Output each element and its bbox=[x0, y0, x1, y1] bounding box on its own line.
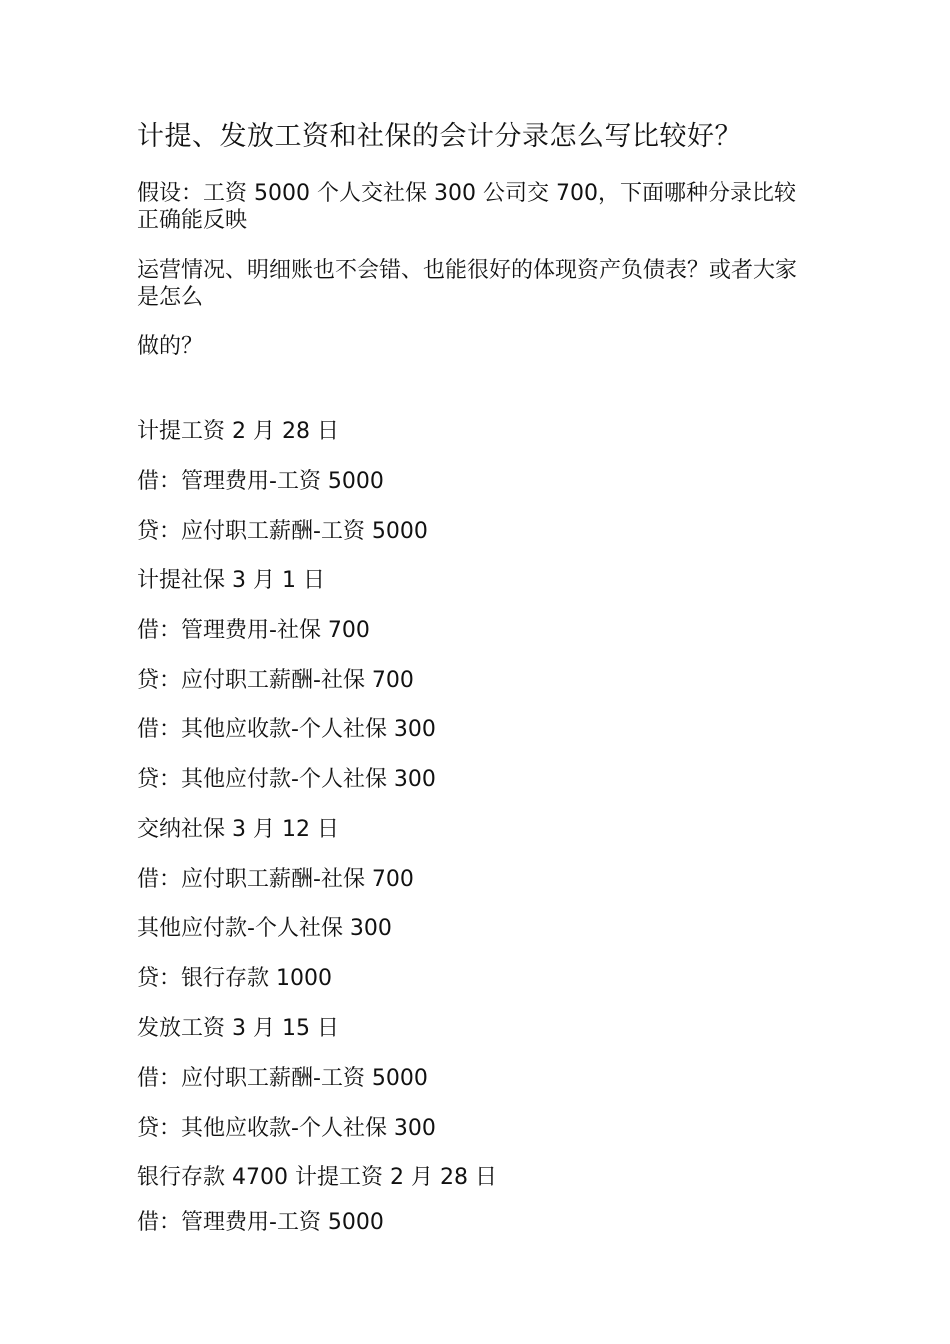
section-heading: 发放工资 3 月 15 日 bbox=[137, 1016, 339, 1041]
section-heading: 交纳社保 3 月 12 日 bbox=[137, 817, 339, 842]
journal-entry-line: 借：其他应收款-个人社保 300 bbox=[137, 717, 436, 742]
intro-paragraph: 做的？ bbox=[137, 334, 204, 359]
journal-entry-line: 借：管理费用-工资 5000 bbox=[137, 1210, 384, 1235]
journal-entry-line: 借：应付职工薪酬-社保 700 bbox=[137, 867, 414, 892]
journal-entry-line: 借：应付职工薪酬-工资 5000 bbox=[137, 1066, 428, 1091]
journal-entry-line: 银行存款 4700 计提工资 2 月 28 日 bbox=[137, 1165, 497, 1190]
journal-entry-line: 贷：应付职工薪酬-工资 5000 bbox=[137, 519, 428, 544]
journal-entry-line: 贷：应付职工薪酬-社保 700 bbox=[137, 668, 414, 693]
journal-entry-line: 贷：其他应付款-个人社保 300 bbox=[137, 767, 436, 792]
intro-paragraph: 运营情况、明细账也不会错、也能很好的体现资产负债表？或者大家是怎么 bbox=[137, 258, 798, 310]
journal-entry-line: 借：管理费用-工资 5000 bbox=[137, 469, 384, 494]
section-heading: 计提社保 3 月 1 日 bbox=[137, 568, 325, 593]
journal-entry-line: 其他应付款-个人社保 300 bbox=[137, 916, 392, 941]
section-heading: 计提工资 2 月 28 日 bbox=[137, 419, 339, 444]
page-title: 计提、发放工资和社保的会计分录怎么写比较好？ bbox=[137, 121, 742, 152]
journal-entry-line: 贷：银行存款 1000 bbox=[137, 966, 332, 991]
journal-entry-line: 借：管理费用-社保 700 bbox=[137, 618, 370, 643]
journal-entry-line: 贷：其他应收款-个人社保 300 bbox=[137, 1116, 436, 1141]
intro-paragraph: 假设：工资 5000 个人交社保 300 公司交 700，下面哪种分录比较正确能反映 bbox=[137, 181, 796, 233]
